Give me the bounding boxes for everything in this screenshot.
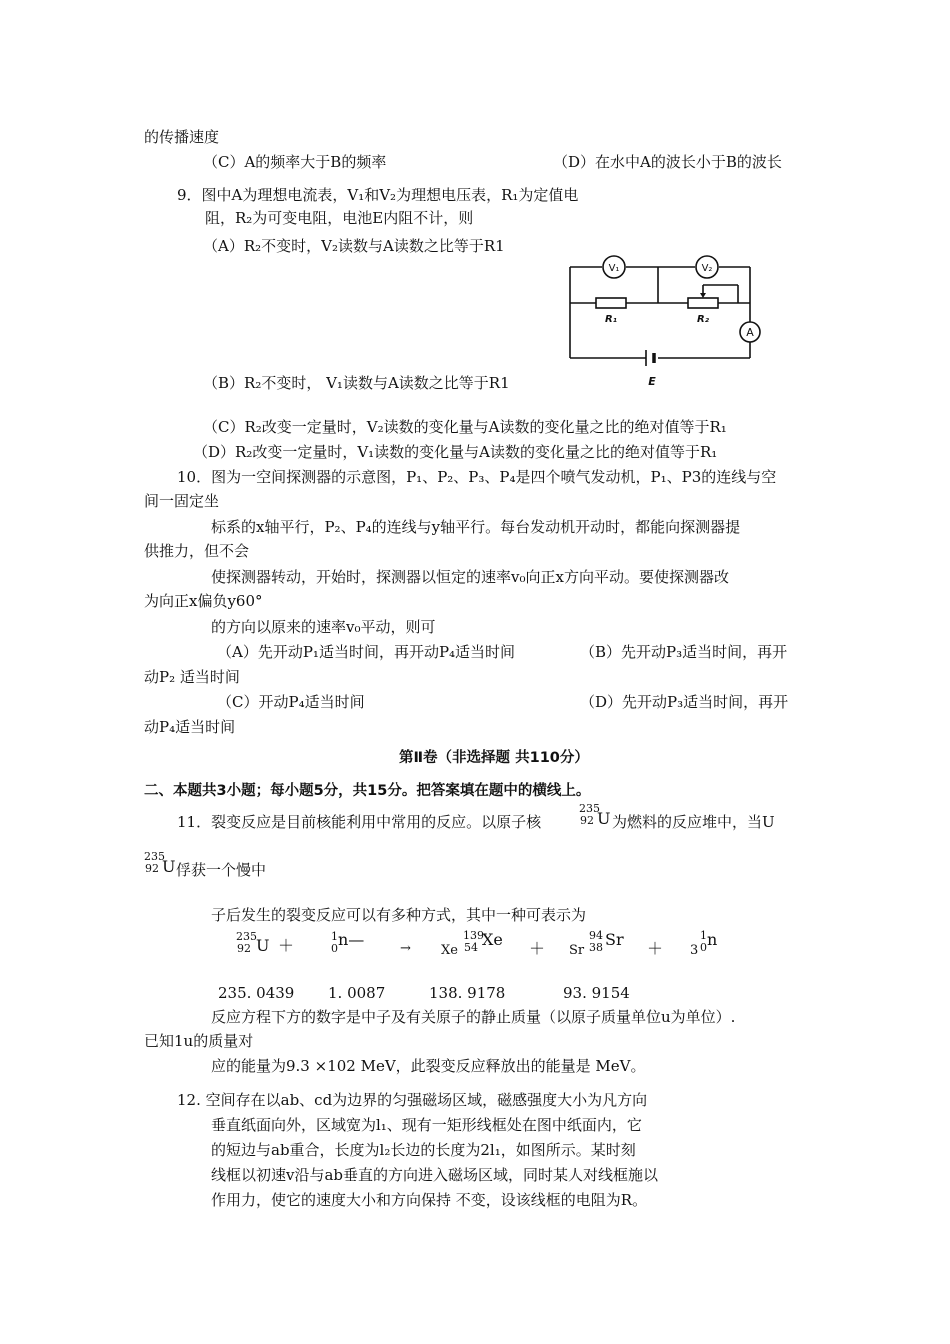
q10-line1: 10．图为一空间探测器的示意图，P₁、P₂、P₃、P₄是四个喷气发动机，P₁、P3的连线与空 xyxy=(177,468,777,486)
q11-l2-u-mass: 235 xyxy=(144,850,165,863)
eq-sr-prefix: Sr xyxy=(569,943,585,958)
q9-option-c: （C）R₂改变一定量时，V₂读数的变化量与A读数的变化量之比的绝对值等于R₁ xyxy=(203,418,727,436)
eq-n3-z: 0 xyxy=(700,941,707,954)
q10-option-b: （B）先开动P₃适当时间，再开 xyxy=(580,643,788,661)
q9-option-d: （D）R₂改变一定量时，V₁读数的变化量与A读数的变化量之比的绝对值等于R₁ xyxy=(193,443,718,461)
eq-n3-coefficient: 3 xyxy=(690,943,699,958)
eq-n3-mass: 1 xyxy=(700,929,707,942)
q12-line5: 作用力，使它的速度大小和方向保持 不变，设该线框的电阻为R。 xyxy=(211,1191,648,1209)
circuit-diagram xyxy=(560,255,775,390)
q10-line5: 使探测器转动，开始时，探测器以恒定的速率v₀向正x方向平动。要使探测器改 xyxy=(211,568,729,586)
eq-n-z: 0 xyxy=(331,942,338,955)
q10-line7: 的方向以原来的速率v₀平动，则可 xyxy=(211,618,436,636)
q11-l2-u-z: 92 xyxy=(145,862,159,875)
eq-plus-3: ＋ xyxy=(647,939,664,958)
q12-line3: 的短边与ab重合，长度为l₂长边的长度为2l₁，如图所示。某时刻 xyxy=(211,1141,636,1159)
eq-u-mass: 235 xyxy=(236,930,257,943)
q11-u-z: 92 xyxy=(580,814,594,827)
q12-line1: 12. 空间存在以ab、cd为边界的匀强磁场区域，磁感强度大小为凡方向 xyxy=(177,1091,648,1109)
q10-line3: 标系的x轴平行，P₂、P₄的连线与y轴平行。每台发动机开动时，都能向探测器提 xyxy=(211,518,741,536)
q8-line-cont: 的传播速度 xyxy=(144,128,220,146)
eq-arrow: → xyxy=(400,941,411,956)
battery-e xyxy=(646,350,654,366)
q11-line1a: 11．裂变反应是目前核能利用中常用的反应。以原子核 xyxy=(177,813,542,831)
eq-xe-prefix: Xe xyxy=(441,943,458,958)
q10-option-b-cont: 动P₂ 适当时间 xyxy=(144,668,240,686)
q10-option-d-cont: 动P₄适当时间 xyxy=(144,718,236,736)
q10-line2: 间一固定坐 xyxy=(144,492,220,510)
q10-option-a: （A）先开动P₁适当时间，再开动P₄适当时间 xyxy=(217,643,516,661)
resistor-r2 xyxy=(688,298,718,308)
q8-option-c: （C）A的频率大于B的频率 xyxy=(203,153,387,171)
eq-plus-1: ＋ xyxy=(278,936,295,955)
q11-l2-u-symbol: U xyxy=(162,857,176,876)
eq-plus-2: ＋ xyxy=(529,939,546,958)
q11-line3: 子后发生的裂变反应可以有多种方式，其中一种可表示为 xyxy=(211,906,587,924)
q11-line4: 反应方程下方的数字是中子及有关原子的静止质量（以原子质量单位u为单位）. xyxy=(211,1008,736,1026)
section2-instruction: 二、本题共3小题；每小题5分，共15分。把答案填在题中的横线上。 xyxy=(144,783,591,799)
q11-line2: 俘获一个慢中 xyxy=(176,861,267,879)
mass-u235: 235. 0439 xyxy=(218,984,295,1002)
mass-xe139: 138. 9178 xyxy=(429,984,506,1002)
q10-line4: 供推力，但不会 xyxy=(144,542,250,560)
eq-u-symbol: U xyxy=(256,936,270,955)
q8-option-d: （D）在水中A的波长小于B的波长 xyxy=(553,153,782,171)
q12-line2: 垂直纸面向外，区域宽为l₁、现有一矩形线框处在图中纸面内，它 xyxy=(211,1116,642,1134)
eq-sr-mass: 94 xyxy=(589,929,603,942)
ammeter-label: A xyxy=(746,326,754,339)
eq-sr-z: 38 xyxy=(589,941,603,954)
eq-xe-symbol: Xe xyxy=(482,930,503,949)
q11-line1b: 为燃料的反应堆中，当U xyxy=(612,813,775,831)
q9-stem-line1: 9．图中A为理想电流表，V₁和V₂为理想电压表，R₁为定值电 xyxy=(177,186,579,204)
section2-heading: 第Ⅱ卷（非选择题 共110分） xyxy=(399,750,589,766)
q11-line5: 已知1u的质量对 xyxy=(144,1032,254,1050)
q11-line6: 应的能量为9.3 ×102 MeV，此裂变反应释放出的能量是 MeV。 xyxy=(211,1057,646,1075)
voltmeter-v1-label: V₁ xyxy=(608,263,620,274)
q9-option-b: （B）R₂不变时， V₁读数与A读数之比等于R1 xyxy=(203,374,510,392)
battery-e-label: E xyxy=(648,375,656,388)
eq-n3-symbol: n xyxy=(707,930,718,949)
q10-line6: 为向正x偏负y60° xyxy=(144,592,263,610)
q10-option-d: （D）先开动P₃适当时间，再开 xyxy=(580,693,789,711)
eq-n-symbol: n— xyxy=(338,930,365,949)
eq-n-mass: 1 xyxy=(331,930,338,943)
voltmeter-v2-label: V₂ xyxy=(701,263,713,274)
eq-u-z: 92 xyxy=(237,942,251,955)
q11-u-symbol: U xyxy=(597,809,611,828)
mass-neutron: 1. 0087 xyxy=(328,984,386,1002)
resistor-r2-label: R₂ xyxy=(696,314,710,325)
resistor-r1 xyxy=(596,298,626,308)
q11-u-mass: 235 xyxy=(579,802,600,815)
q12-line4: 线框以初速v沿与ab垂直的方向进入磁场区域，同时某人对线框施以 xyxy=(211,1166,659,1184)
eq-xe-mass: 139 xyxy=(463,929,484,942)
resistor-r1-label: R₁ xyxy=(604,314,618,325)
q9-stem-line2: 阻，R₂为可变电阻，电池E内阻不计，则 xyxy=(205,209,474,227)
eq-sr-symbol: Sr xyxy=(605,930,624,949)
eq-xe-z: 54 xyxy=(464,941,478,954)
q9-option-a: （A）R₂不变时，V₂读数与A读数之比等于R1 xyxy=(203,237,505,255)
mass-sr94: 93. 9154 xyxy=(563,984,630,1002)
q10-option-c: （C）开动P₄适当时间 xyxy=(217,693,365,711)
